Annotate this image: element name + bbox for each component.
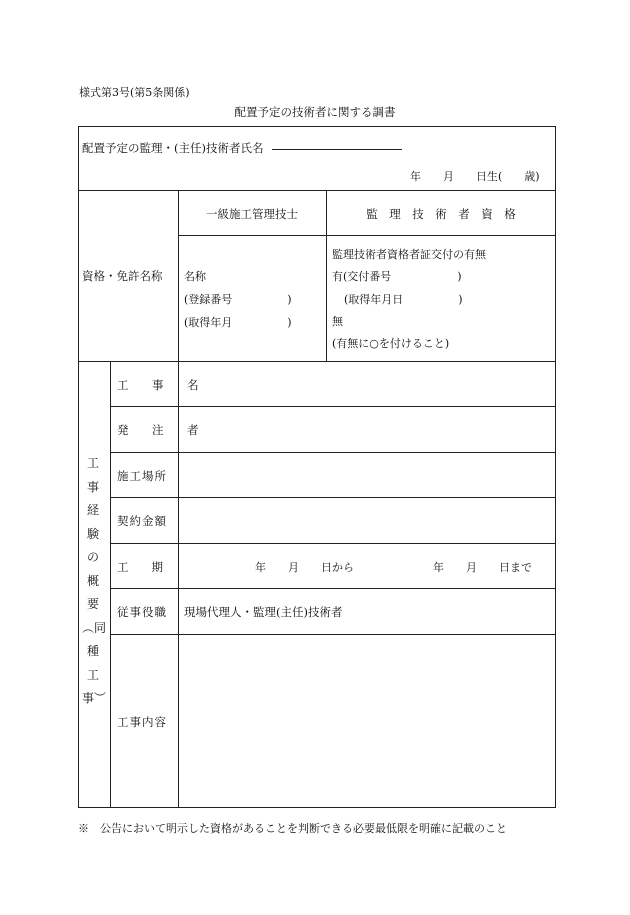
footer-note: ※ 公告において明示した資格があることを判断できる必要最低限を明確に記載のこと (78, 822, 507, 835)
registration-number-field: (登録番号 ) (184, 293, 292, 306)
content-label: 工事内容 (117, 715, 167, 729)
certificate-acquired-date: (取得年月日 ) (344, 293, 463, 306)
divider-experience-row-2 (110, 452, 556, 453)
role-label: 従事役職 (117, 605, 167, 619)
column-divider-label (178, 190, 179, 808)
engineer-name-label: 配置予定の監理・(主任)技術者氏名 (82, 141, 264, 155)
acquired-date-field: (取得年月 ) (184, 316, 292, 329)
client-label: 発 注 者 (117, 423, 205, 437)
divider-qualification-section (78, 361, 556, 362)
qualification-col1-header: 一級施工管理技士 (206, 207, 298, 221)
form-number: 様式第3号(第5条関係) (79, 86, 190, 99)
divider-experience-row-1 (110, 406, 556, 407)
divider-experience-row-3 (110, 497, 556, 498)
experience-group-label: 工事経験の概要︵同種工事︶ (82, 456, 107, 705)
license-name-field: 名称 (184, 270, 206, 283)
divider-qualification-header (178, 235, 556, 236)
qualification-col2-header: 監 理 技 術 者 資 格 (366, 207, 516, 221)
project-name-label: 工 事 名 (117, 378, 205, 392)
divider-name-section (78, 190, 556, 191)
period-label: 工 期 (117, 560, 163, 574)
column-divider-group (110, 361, 111, 808)
document-title: 配置予定の技術者に関する調書 (234, 105, 396, 119)
qualification-label: 資格・免許名称 (82, 269, 163, 283)
role-value: 現場代理人・監理(主任)技術者 (184, 605, 343, 619)
form-table (78, 126, 556, 808)
engineer-name-field[interactable] (272, 149, 402, 150)
contract-amount-label: 契約金額 (117, 514, 167, 528)
birth-date-field: 年 月 日生( 歳) (410, 170, 540, 183)
divider-experience-row-6 (110, 634, 556, 635)
certificate-instruction: (有無に○を付けること) (332, 337, 450, 350)
location-label: 施工場所 (117, 469, 167, 483)
certificate-has-option: 有(交付番号 ) (332, 270, 462, 283)
certificate-none-option: 無 (332, 315, 343, 328)
divider-experience-row-5 (110, 588, 556, 589)
certificate-label: 監理技術者資格者証交付の有無 (332, 248, 486, 261)
divider-experience-row-4 (110, 543, 556, 544)
period-from-field: 年 月 日から (255, 561, 354, 574)
period-to-field: 年 月 日まで (433, 561, 532, 574)
